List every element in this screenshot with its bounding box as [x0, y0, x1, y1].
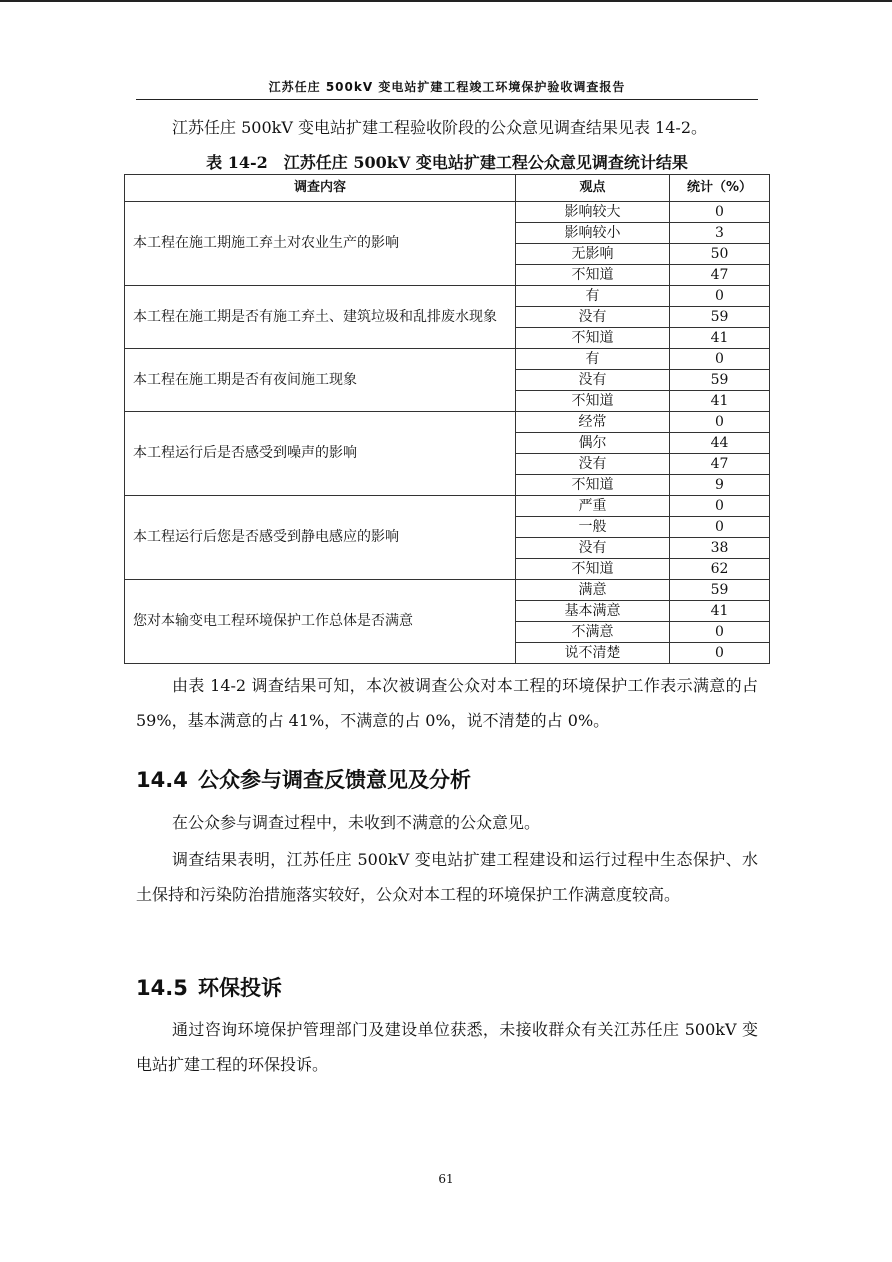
opinion-cell: 不知道 [516, 391, 670, 412]
opinion-cell: 不知道 [516, 559, 670, 580]
value-cell: 59 [670, 370, 770, 391]
opinion-cell: 不满意 [516, 622, 670, 643]
value-cell: 0 [670, 517, 770, 538]
value-cell: 41 [670, 391, 770, 412]
question-cell: 本工程运行后您是否感受到静电感应的影响 [125, 496, 516, 580]
header-stat: 统计（%） [670, 175, 770, 202]
section-14-5-paragraph-1: 通过咨询环境保护管理部门及建设单位获悉，未接收群众有关江苏任庄 500kV 变电站扩建工程的环保投诉。 [136, 1020, 758, 1074]
result-paragraph: 由表 14-2 调查结果可知，本次被调查公众对本工程的环境保护工作表示满意的占 59%，基本满意的占 41%，不满意的占 0%，说不清楚的占 0%。 [136, 676, 758, 730]
opinion-cell: 影响较大 [516, 202, 670, 223]
opinion-cell: 不知道 [516, 475, 670, 496]
opinion-cell: 说不清楚 [516, 643, 670, 664]
header-content: 调查内容 [125, 175, 516, 202]
value-cell: 0 [670, 412, 770, 433]
table-row [125, 412, 770, 433]
header-opinion: 观点 [516, 175, 670, 202]
value-cell: 0 [670, 622, 770, 643]
value-cell: 44 [670, 433, 770, 454]
opinion-cell: 偶尔 [516, 433, 670, 454]
section-title: 公众参与调查反馈意见及分析 [198, 768, 471, 792]
table-caption: 表 14-2 江苏任庄 500kV 变电站扩建工程公众意见调查统计结果 [206, 153, 688, 172]
value-cell: 0 [670, 202, 770, 223]
value-cell: 47 [670, 265, 770, 286]
value-cell: 0 [670, 643, 770, 664]
opinion-cell: 满意 [516, 580, 670, 601]
value-cell: 47 [670, 454, 770, 475]
page-number: 61 [438, 1172, 454, 1186]
section-number: 14.4 [136, 768, 188, 792]
table-row [125, 580, 770, 601]
opinion-cell: 有 [516, 286, 670, 307]
opinion-cell: 不知道 [516, 328, 670, 349]
opinion-cell: 没有 [516, 454, 670, 475]
table-row [125, 349, 770, 370]
section-14-4-paragraph-2: 调查结果表明，江苏任庄 500kV 变电站扩建工程建设和运行过程中生态保护、水土保持和污染防治措施落实较好，公众对本工程的环境保护工作满意度较高。 [136, 850, 758, 904]
survey-results-table [124, 174, 770, 664]
opinion-cell: 经常 [516, 412, 670, 433]
value-cell: 59 [670, 307, 770, 328]
value-cell: 9 [670, 475, 770, 496]
value-cell: 41 [670, 601, 770, 622]
section-14-4-paragraph-1: 在公众参与调查过程中，未收到不满意的公众意见。 [172, 813, 541, 832]
value-cell: 59 [670, 580, 770, 601]
section-heading-14-5 [136, 972, 282, 1002]
opinion-cell: 没有 [516, 307, 670, 328]
header-divider [136, 99, 758, 100]
table-header-row [125, 175, 770, 202]
opinion-cell: 严重 [516, 496, 670, 517]
opinion-cell: 影响较小 [516, 223, 670, 244]
question-cell: 本工程在施工期是否有夜间施工现象 [125, 349, 516, 412]
value-cell: 50 [670, 244, 770, 265]
opinion-cell: 无影响 [516, 244, 670, 265]
value-cell: 62 [670, 559, 770, 580]
table-row [125, 202, 770, 223]
opinion-cell: 不知道 [516, 265, 670, 286]
value-cell: 38 [670, 538, 770, 559]
table-row [125, 286, 770, 307]
opinion-cell: 有 [516, 349, 670, 370]
intro-paragraph: 江苏任庄 500kV 变电站扩建工程验收阶段的公众意见调查结果见表 14-2。 [172, 118, 707, 137]
opinion-cell: 基本满意 [516, 601, 670, 622]
value-cell: 0 [670, 349, 770, 370]
page-top-border [0, 0, 892, 2]
value-cell: 0 [670, 286, 770, 307]
section-number: 14.5 [136, 976, 188, 1000]
value-cell: 41 [670, 328, 770, 349]
value-cell: 3 [670, 223, 770, 244]
question-cell: 本工程运行后是否感受到噪声的影响 [125, 412, 516, 496]
question-cell: 本工程在施工期施工弃土对农业生产的影响 [125, 202, 516, 286]
section-heading-14-4 [136, 764, 471, 794]
opinion-cell: 一般 [516, 517, 670, 538]
document-header: 江苏任庄 500kV 变电站扩建工程竣工环境保护验收调查报告 [268, 80, 626, 94]
question-cell: 您对本输变电工程环境保护工作总体是否满意 [125, 580, 516, 664]
opinion-cell: 没有 [516, 370, 670, 391]
value-cell: 0 [670, 496, 770, 517]
table-row [125, 496, 770, 517]
question-cell: 本工程在施工期是否有施工弃土、建筑垃圾和乱排废水现象 [125, 286, 516, 349]
section-title: 环保投诉 [198, 976, 282, 1000]
opinion-cell: 没有 [516, 538, 670, 559]
